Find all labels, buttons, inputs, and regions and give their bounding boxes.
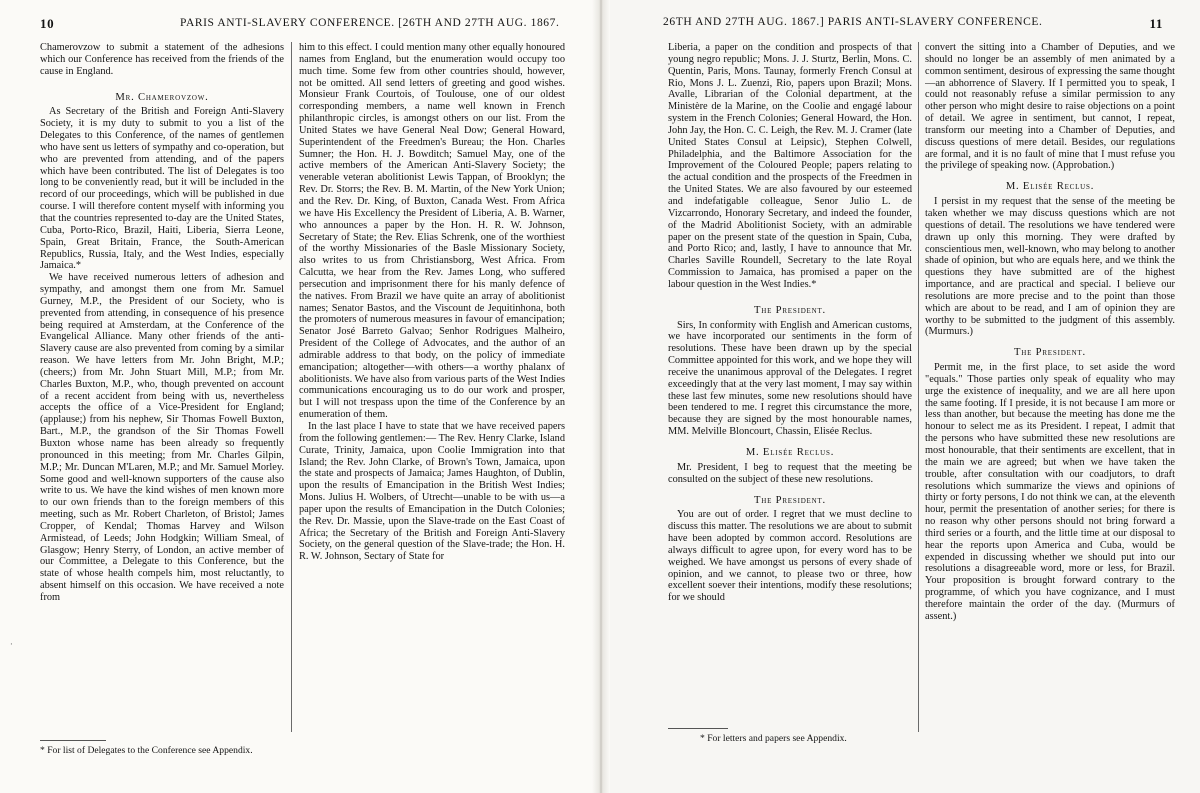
speaker-heading: The President. xyxy=(1013,347,1087,359)
paragraph: Mr. President, I beg to request that the meeting be consulted on the subject of these new resolutions. xyxy=(668,461,912,485)
left-footnote: * For list of Delegates to the Conference see Appendix. xyxy=(40,745,253,756)
left-column-2 xyxy=(299,42,565,736)
paragraph: We have received numerous letters of adhesion and sympathy, and amongst them one from Mr. Samuel Gurney, M.P., the President of our Society, who is prevented from attending, in consequence of his presence being required at Amsterdam, at the Conference of the Evangelical Alliance. Many other friends of the anti-Slavery cause are also prevented from coming by a similar reason. We have letters from Mr. John Bright, M.P.; (cheers;) from Mr. John Stuart Mill, M.P.; from Mr. Charles Buxton, M.P., who, though prevented on account of a recent accident from being with us, nevertheless accepts the office of a Vice-President for England; (applause;) from his nephew, Sir Thomas Fowell Buxton, Bart., M.P., the grandson of the Sir Thomas Fowell Buxton whose name has been already so frequently pronounced in this meeting; from Mr. Charles Gilpin, M.P.; Mr. Duncan M'Laren, M.P.; and Mr. Samuel Morley. Some good and well-known supporters of the cause also write to us. We have the kind wishes of men known more to our own friends than to the foreign members of this meeting, such as Mr. Robert Charleton, of Bristol; James Cropper, of Kendal; Thomas Harvey and Wilson Armistead, of Leeds; John Hodgkin; William Smeal, of Glasgow; Henry Sterry, of London, an active member of our Committee, a Delegate to this Conference, but the state of whose health compels him, most reluctantly, to absent himself on this occasion. We have received a note from xyxy=(40,272,284,603)
left-page-number: 10 xyxy=(40,16,55,31)
paragraph: him to this effect. I could mention many other equally honoured names from England, but the enumeration would occupy too much time. Some few from other countries should, however, not be omitted. All send letters of greeting and good wishes. Monsieur Frank Courtois, of Toulouse, one of our oldest corresponding members, a name well known in French philanthropic circles, is amongst others on our list. From the United States we have General Neal Dow; General Howard, Superintendent of the Freedmen's Bureau; the Hon. Charles Sumner; the Hon. H. J. Bowditch; Samuel May, one of the active members of the American Anti-Slavery Society; the venerable veteran abolitionist Lewis Tappan, of Brooklyn; the Rev. Dr. Storrs; the Rev. B. M. Martin, of the New York Union; and the Rev. Dr. King, of Buxton, Canada West. From Africa we have His Excellency the President of Liberia, A. B. Warner, who announces a paper by the Hon. H. R. W. Johnson, Secretary of State; the Rev. Elias Schrenk, one of the worthiest of the worthy Missionaries of the Basle Missionary Society, also writes to us from Christiansborg, West Africa. From Calcutta, we hear from the Rev. James Long, who suffered persecution and imprisonment there for his manly defence of the natives. From Brazil we have quite an array of abolitionist names; Senator Bastos, and the Viscount de Jequitinhona, both the promoters of numerous measures in favour of emancipation; Senator José Barreto Galvao; Senhor Rodrigues Malheiro, President of the College of Advocates, and the author of an admirable address to that body, on the policy of immediate emancipation; altogether—with others—a worthy phalanx of abolitionists. We have also from various parts of the West Indies communications encouraging us to do our work and prosper, but I will not trespass upon the time of the Conference by an enumeration of them. xyxy=(299,42,565,421)
speaker-heading: The President. xyxy=(753,304,827,316)
right-running-head: 26TH AND 27TH AUG. 1867.] PARIS ANTI-SLAVERY CONFERENCE. xyxy=(663,16,1043,28)
right-column-2 xyxy=(925,42,1175,736)
footnote-rule xyxy=(668,728,728,729)
paragraph: As Secretary of the British and Foreign Anti-Slavery Society, it is my duty to submit to you a list of the Delegates to this Conference, of the names of gentlemen who have sent us letters of sympathy and co-operation, but who are prevented from attending, and of the papers which have been contributed. The list of Delegates is too long to be conveniently read, but it will be included in the record of our proceedings, which will be published in due course. I will therefore content myself with informing you that the countries represented to-day are the United States, Cuba, Porto-Rico, Brazil, Haiti, Liberia, Sierra Leone, Spain, Great Britain, France, the South-American Republics, Russia, Italy, and the West Indies, especially Jamaica.* xyxy=(40,106,284,272)
column-divider xyxy=(918,42,919,732)
speaker-heading: The President. xyxy=(753,494,827,506)
left-page-header xyxy=(40,16,580,34)
paragraph: In the last place I have to state that we have received papers from the following gentlemen:— The Rev. Henry Clarke, Island Curate, Trinity, Jamaica, upon Coolie Immigration into that Island; the Rev. John Clarke, of Brown's Town, Jamaica, upon the state and prospects of Jamaica; James Haughton, of Dublin, upon the results of Emancipation in the British West Indies; Mons. Julius H. Wolbers, of Utrecht—unable to be with us—a paper upon the results of Emancipation in the Dutch Colonies; the Rev. Dr. Massie, upon the Slave-trade on the East Coast of Africa; the Secretary of the British and Foreign Anti-Slavery Society, on the general question of the Slave-trade; the Hon. H. R. W. Johnson, Sectary of State for xyxy=(299,421,565,563)
paragraph: Permit me, in the first place, to set aside the word "equals." Those parties only speak of equality who may urge the existence of inequality, and we are all here upon the same footing. If I preside, it is not because I am more or less than another, but because the meeting has done me the honour to select me as its President. I repeat, I admit that the persons who have submitted these new resolutions are most honourable, that their sentiments are excellent, that in the main we are agreed; but when we have taken the trouble, after consultation with our coadjutors, to draft resolutions which summarize the views and opinions of thirty or forty persons, I do not think we can, at the eleventh hour, permit the presentation of another series; for there is no reason why other persons should not bring forward a third series or a fourth, and the little time at our disposal to hear the reports upon America and Cuba, would be expended in discussing whether we should put into our resolutions a disagreeable word, more or less, for Brazil. Your proposition is brought forward contrary to the programme, of which you have cognizance, and I must therefore maintain the order of the day. (Murmurs of assent.) xyxy=(925,362,1175,622)
left-column-1 xyxy=(40,42,284,736)
speaker-heading: Mr. Chamerovzow. xyxy=(115,91,209,103)
left-running-head: PARIS ANTI-SLAVERY CONFERENCE. [26TH AND 27TH AUG. 1867. xyxy=(180,17,560,29)
margin-mark: · xyxy=(10,640,13,650)
paragraph: Chamerovzow to submit a statement of the adhesions which our Conference has received from the friends of the cause in England. xyxy=(40,42,284,77)
right-column-1 xyxy=(668,42,912,736)
paragraph: Sirs, In conformity with English and American customs, we have incorporated our sentiments in the form of resolutions. These have been drawn up by the special Committee appointed for this work, and we hope they will receive the unanimous approval of the Delegates. I regret exceedingly that at the very last moment, I may say within these last few minutes, some new resolutions should have been tendered to me. I regret this circumstance the more, because they are signed by the most honourable names, MM. Melville Bloncourt, Chassin, Elisée Reclus. xyxy=(668,319,912,438)
column-divider xyxy=(291,42,292,732)
paragraph: convert the sitting into a Chamber of Deputies, and we should no longer be an assembly of men animated by a common sentiment, desirous of expressing the same thought—an abhorrence of Slavery. If I permitted you to speak, I could not reasonably refuse a similar permission to any other person who might desire to raise objections on a point of detail. We agree in sentiment, but cannot, I repeat, transform our meeting into a Chamber of Deputies, and discuss questions of mere detail. Besides, our regulations are formal, and it is no fault of mine that I must refuse you the privilege of speaking now. (Approbation.) xyxy=(925,42,1175,172)
paragraph: I persist in my request that the sense of the meeting be taken whether we may discuss questions which are not questions of detail. The resolutions we have tendered were drawn up only this morning. They were drafted by conscientious men, well-known, who may belong to another shade of opinion, but who are equals here, and we think the questions they have submitted are of the highest importance, and are practical and special. I believe our resolutions are more precise and to the point than those which are about to be read, and I am of opinion they are worthy to be submitted to the judgment of this assembly. (Murmurs.) xyxy=(925,196,1175,338)
speaker-heading: M. Elisée Reclus. xyxy=(1005,181,1095,193)
paragraph: Liberia, a paper on the condition and prospects of that young negro republic; Mons. J. J. Sturtz, Berlin, Mons. C. Quentin, Paris, Mons. Taunay, formerly French Consul at Rio, Mons J. L. Zuenzi, Rio, papers upon Brazil; Mons. Avalle, Librarian of the Colonial department, at the Ministère de la Marine, on the Coolie and engagé labour system in the French Colonies; General Howard, the Hon. John Jay, the Hon. C. C. Leigh, the Rev. M. J. Cramer (late United States Consul at Leipsic), Stephen Colwell, Philadelphia, and the Baltimore Association for the Improvement of the Coloured People; papers relating to the actual condition and the prospects of the Freedmen in the United States. We are also favoured by our esteemed and indefatigable colleague, Senor Julio L. de Vizcarrondo, Honorary Secretary, and indeed the founder, of the Madrid Abolitionist Society, with an admirable paper on the present state of the question in Spain, Cuba, and Porto Rico; and, lastly, I have to announce that Mr. Charles Saville Roundell, Secretary to the late Royal Commission to Jamaica, has promised a paper on the labour question in the West Indies.* xyxy=(668,42,912,290)
footnote-rule xyxy=(40,740,106,741)
paragraph: You are out of order. I regret that we must decline to discuss this matter. The resolutions we are about to submit have been adopted by common accord. Resolutions are always difficult to agree upon, for every word has to be weighed. We have amongst us persons of every shade of opinion, and we cannot, to please two or three, how excellent soever their intentions, modify these resolutions; for we should xyxy=(668,509,912,604)
right-page-header xyxy=(663,16,1163,34)
right-page-number: 11 xyxy=(1149,16,1163,31)
right-footnote: * For letters and papers see Appendix. xyxy=(700,733,847,744)
speaker-heading: M. Elisée Reclus. xyxy=(745,447,835,458)
